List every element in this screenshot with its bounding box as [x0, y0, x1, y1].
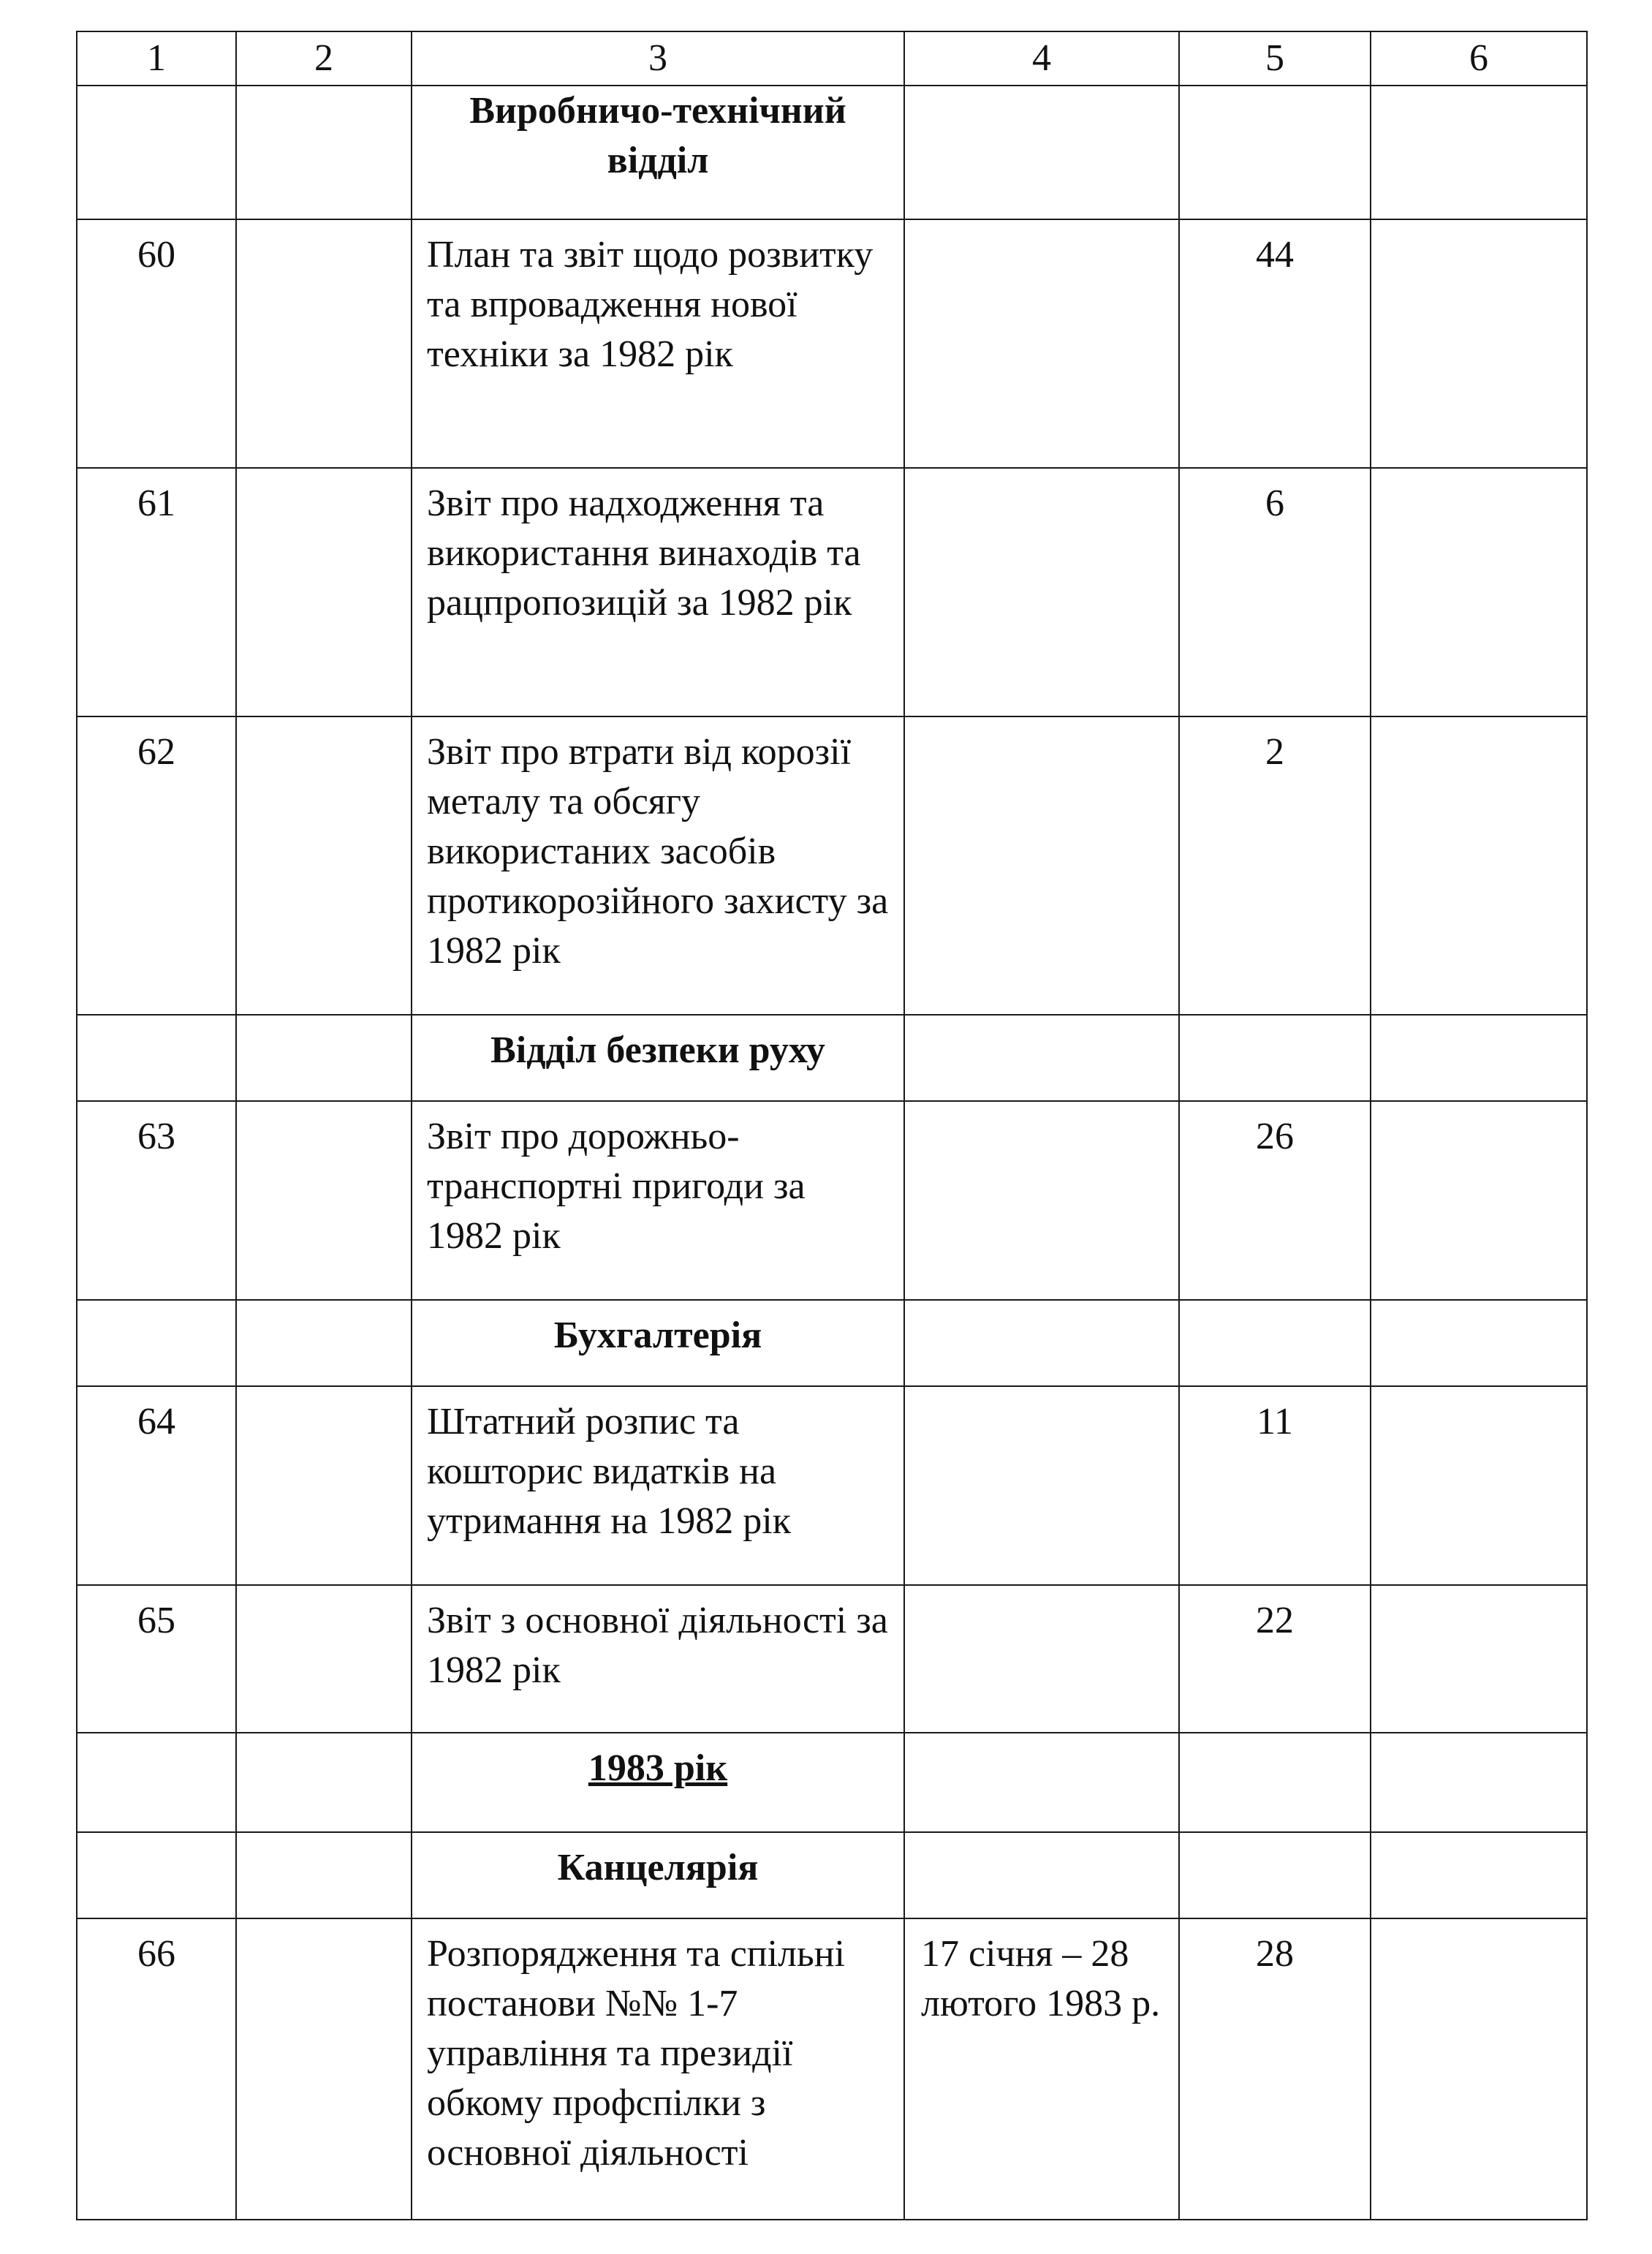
- section-title: Бухгалтерія: [412, 1300, 904, 1386]
- empty-cell: [236, 1015, 412, 1101]
- empty-cell: [236, 219, 412, 468]
- item-dates: [904, 716, 1179, 1015]
- item-number: 60: [77, 219, 236, 468]
- item-number: 61: [77, 468, 236, 716]
- item-title: План та звіт щодо розвитку та впровадження нової техніки за 1982 рік: [412, 219, 904, 468]
- item-sheet-count: 26: [1179, 1101, 1371, 1300]
- item-sheet-count: 44: [1179, 219, 1371, 468]
- empty-cell: [77, 1733, 236, 1832]
- table-row: [77, 468, 1587, 716]
- empty-cell: [236, 86, 412, 219]
- column-number-row: [77, 31, 1587, 86]
- year-heading: 1983 рік: [588, 1747, 728, 1789]
- empty-cell: [1371, 1300, 1587, 1386]
- column-number-cell: 6: [1371, 31, 1587, 86]
- empty-cell: [904, 86, 1179, 219]
- empty-cell: [236, 716, 412, 1015]
- section-row: [77, 1832, 1587, 1918]
- empty-cell: [1371, 1918, 1587, 2220]
- table-row: [77, 1918, 1587, 2220]
- item-sheet-count: 22: [1179, 1585, 1371, 1733]
- empty-cell: [1179, 1015, 1371, 1101]
- empty-cell: [77, 1015, 236, 1101]
- empty-cell: [236, 468, 412, 716]
- item-title: Звіт про втрати від корозії металу та обсягу використаних засобів протикорозійного захисту за 1982 рік: [412, 716, 904, 1015]
- table-row: [77, 716, 1587, 1015]
- section-row: [77, 1733, 1587, 1832]
- empty-cell: [1371, 1386, 1587, 1585]
- item-dates: 17 січня – 28 лютого 1983 р.: [904, 1918, 1179, 2220]
- item-dates: [904, 468, 1179, 716]
- empty-cell: [1371, 1015, 1587, 1101]
- empty-cell: [236, 1101, 412, 1300]
- item-sheet-count: 6: [1179, 468, 1371, 716]
- table-row: [77, 1386, 1587, 1585]
- empty-cell: [1179, 1300, 1371, 1386]
- column-number-cell: 3: [412, 31, 904, 86]
- empty-cell: [236, 1386, 412, 1585]
- empty-cell: [236, 1585, 412, 1733]
- column-number-cell: 2: [236, 31, 412, 86]
- section-title: Відділ безпеки руху: [412, 1015, 904, 1101]
- item-sheet-count: 11: [1179, 1386, 1371, 1585]
- empty-cell: [1371, 1832, 1587, 1918]
- empty-cell: [236, 1832, 412, 1918]
- item-title: Звіт про надходження та використання винаходів та рацпропозицій за 1982 рік: [412, 468, 904, 716]
- item-dates: [904, 1585, 1179, 1733]
- empty-cell: [77, 1832, 236, 1918]
- empty-cell: [1179, 86, 1371, 219]
- empty-cell: [77, 1300, 236, 1386]
- item-title: Штатний розпис та кошторис видатків на утримання на 1982 рік: [412, 1386, 904, 1585]
- column-number-cell: 5: [1179, 31, 1371, 86]
- empty-cell: [1371, 219, 1587, 468]
- empty-cell: [77, 86, 236, 219]
- empty-cell: [1371, 716, 1587, 1015]
- section-title: Виробничо-технічний відділ: [412, 86, 904, 219]
- item-number: 63: [77, 1101, 236, 1300]
- section-row: [77, 1015, 1587, 1101]
- empty-cell: [1371, 1101, 1587, 1300]
- section-row: [77, 86, 1587, 219]
- empty-cell: [904, 1300, 1179, 1386]
- empty-cell: [1371, 468, 1587, 716]
- item-sheet-count: 28: [1179, 1918, 1371, 2220]
- empty-cell: [1179, 1832, 1371, 1918]
- table-row: [77, 219, 1587, 468]
- item-title: Розпорядження та спільні постанови №№ 1-7 управління та президії обкому профспілки з основної діяльності: [412, 1918, 904, 2220]
- empty-cell: [1371, 1585, 1587, 1733]
- item-title: Звіт з основної діяльності за 1982 рік: [412, 1585, 904, 1733]
- section-title: Канцелярія: [412, 1832, 904, 1918]
- empty-cell: [236, 1733, 412, 1832]
- empty-cell: [904, 1832, 1179, 1918]
- table-row: [77, 1101, 1587, 1300]
- item-number: 64: [77, 1386, 236, 1585]
- empty-cell: [1371, 86, 1587, 219]
- empty-cell: [1371, 1733, 1587, 1832]
- item-number: 62: [77, 716, 236, 1015]
- item-dates: [904, 1101, 1179, 1300]
- year-heading-cell: [412, 1733, 904, 1832]
- table-row: [77, 1585, 1587, 1733]
- item-dates: [904, 1386, 1179, 1585]
- column-number-cell: 4: [904, 31, 1179, 86]
- item-title: Звіт про дорожньо-транспортні пригоди за 1982 рік: [412, 1101, 904, 1300]
- empty-cell: [236, 1918, 412, 2220]
- empty-cell: [1179, 1733, 1371, 1832]
- empty-cell: [904, 1015, 1179, 1101]
- item-sheet-count: 2: [1179, 716, 1371, 1015]
- item-number: 65: [77, 1585, 236, 1733]
- column-number-cell: 1: [77, 31, 236, 86]
- empty-cell: [236, 1300, 412, 1386]
- item-dates: [904, 219, 1179, 468]
- section-row: [77, 1300, 1587, 1386]
- inventory-table: [76, 31, 1588, 2220]
- empty-cell: [904, 1733, 1179, 1832]
- item-number: 66: [77, 1918, 236, 2220]
